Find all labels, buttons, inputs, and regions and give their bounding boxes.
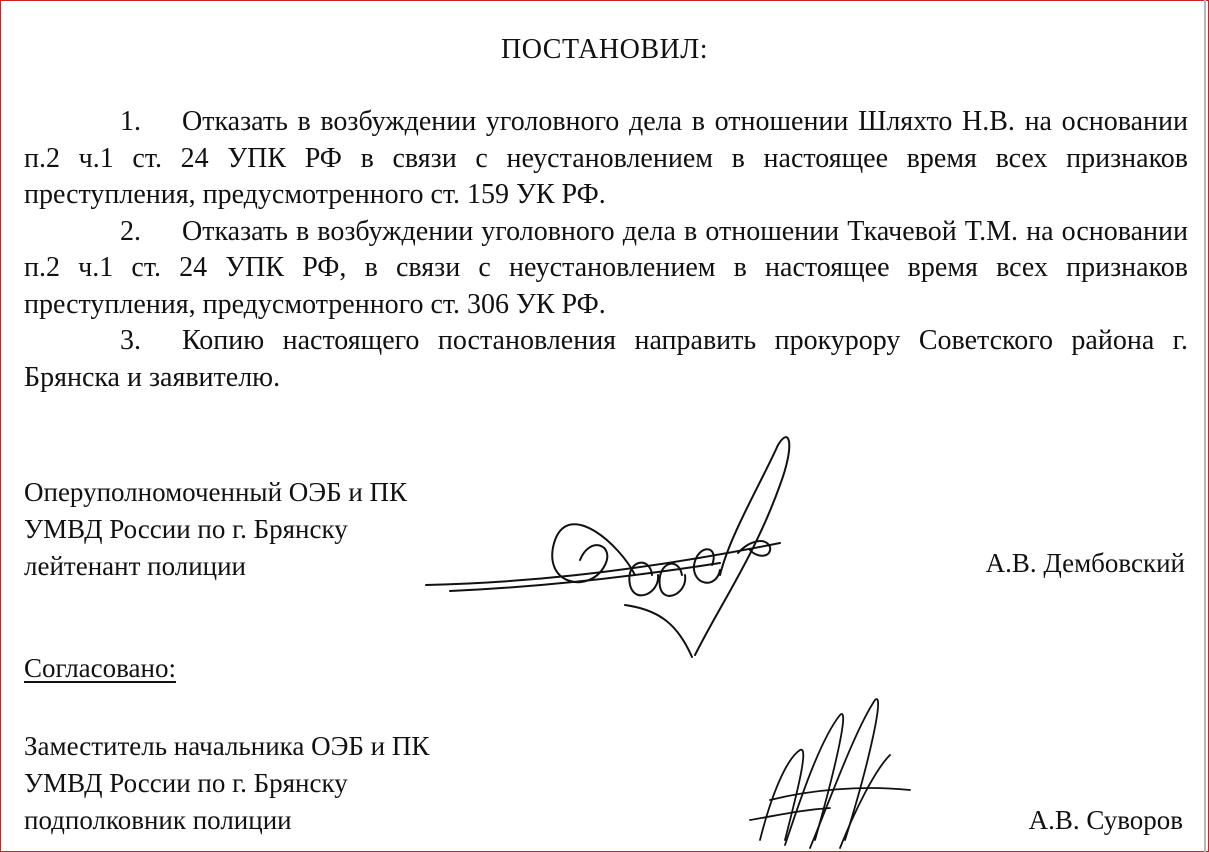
deputy-rank: подполковник полиции xyxy=(24,805,292,835)
officer-signature-block xyxy=(24,474,407,585)
page-edge xyxy=(1204,0,1206,852)
officer-name: А.В. Дембовский xyxy=(985,548,1185,578)
document-heading: ПОСТАНОВИЛ: xyxy=(501,34,708,65)
officer-rank: лейтенант полиции xyxy=(24,551,246,581)
resolution-item-3 xyxy=(24,323,1188,396)
item-number: 2. xyxy=(120,215,141,247)
resolution-items xyxy=(24,104,1188,396)
item-number: 1. xyxy=(120,106,141,137)
resolution-item-1 xyxy=(24,104,1188,214)
officer-position: Оперуполномоченный ОЭБ и ПК xyxy=(24,477,408,507)
officer-department: УМВД России по г. Брянску xyxy=(24,514,348,544)
agreed-label: Согласовано: xyxy=(24,653,176,683)
item-text: Отказать в возбуждении уголовного дела в отношении Шляхто Н.В. на основании п.2 ч.1 ст. 24 УПК РФ в связи с неустановлением в настоящее время всех признаков преступления, предусмотренного ст. 159 УК РФ. xyxy=(24,106,1188,210)
item-number: 3. xyxy=(120,325,141,356)
officer-signature-icon xyxy=(420,425,800,675)
resolution-item-2 xyxy=(24,214,1188,324)
item-text: Копию настоящего постановления направить прокурору Советского района г. Брянска и заявителю. xyxy=(24,325,1188,393)
deputy-name: А.В. Суворов xyxy=(1028,805,1183,835)
deputy-signature-block xyxy=(24,728,429,839)
deputy-position: Заместитель начальника ОЭБ и ПК xyxy=(24,731,430,761)
item-text: Отказать в возбуждении уголовного дела в отношении Ткачевой Т.М. на основании п.2 ч.1 ст. 24 УПК РФ, в связи с неустановлением в настоящее время всех признаков преступления, предусмотренного ст. 306 УК РФ. xyxy=(24,215,1188,320)
deputy-signature-icon xyxy=(740,690,920,852)
deputy-department: УМВД России по г. Брянску xyxy=(24,768,348,798)
